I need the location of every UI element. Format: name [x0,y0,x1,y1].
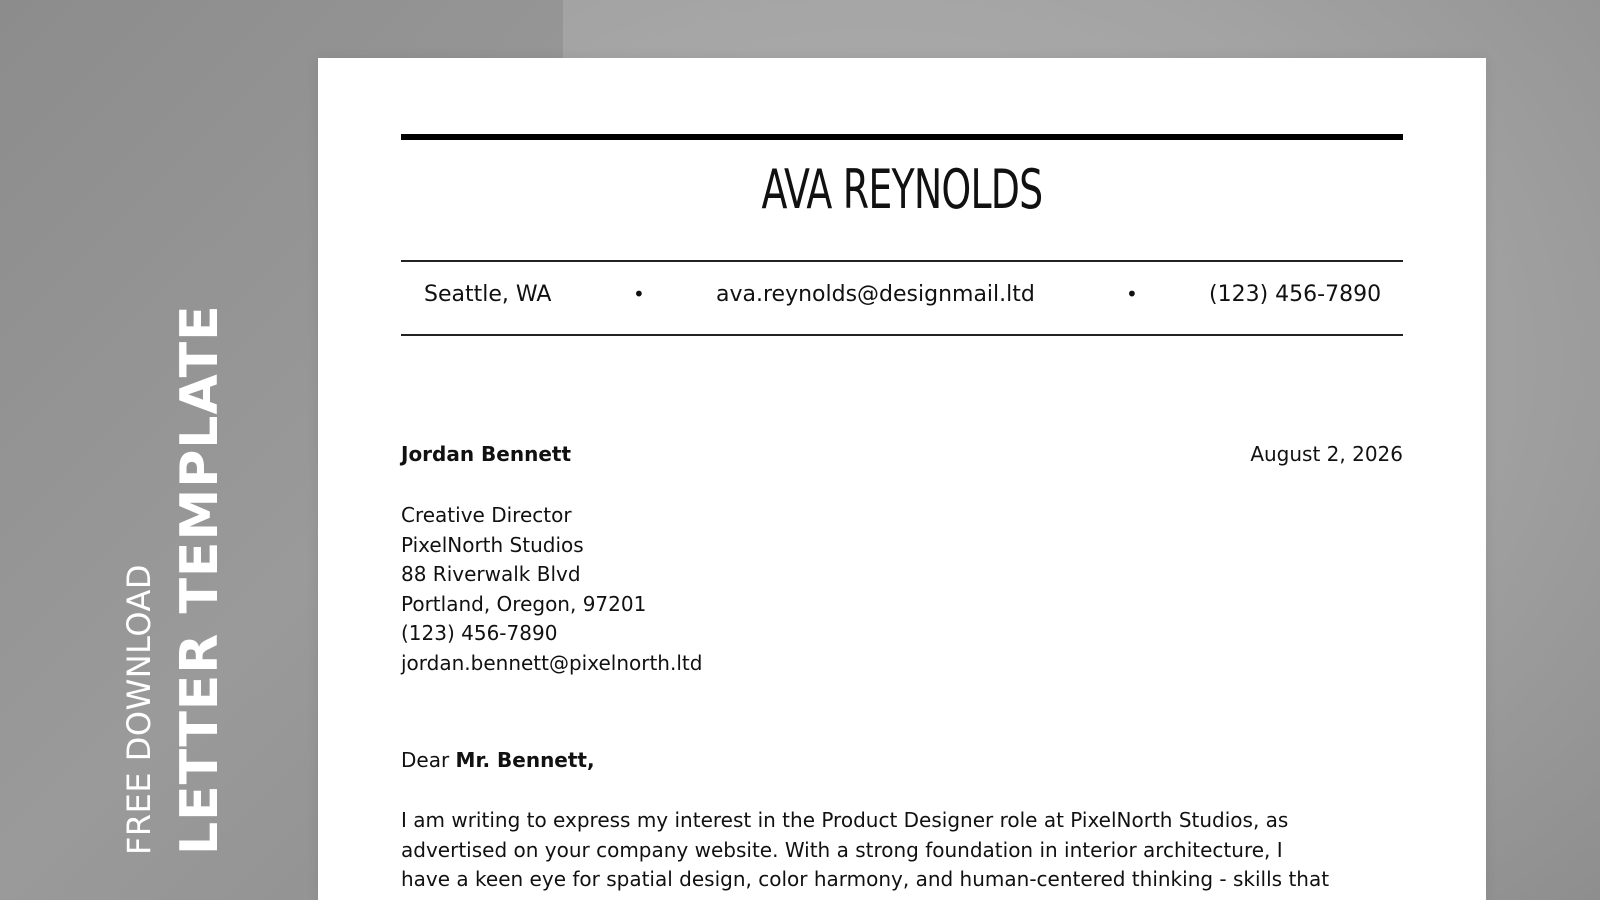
salutation [401,748,595,772]
contact-separator: • [633,282,645,306]
letter-date: August 2, 2026 [1250,442,1403,466]
side-subtitle: FREE DOWNLOAD [120,564,158,855]
letter-page [318,58,1486,900]
address-line: Portland, Oregon, 97201 [401,591,647,616]
contact-email: ava.reynolds@designmail.ltd [716,282,1035,307]
header-thick-rule [401,134,1403,140]
contact-location: Seattle, WA [424,282,552,307]
address-line: (123) 456-7890 [401,621,558,646]
body-line: advertised on your company website. With a strong foundation in interior architecture, I [401,837,1283,862]
contact-phone: (123) 456-7890 [1209,282,1382,307]
address-line: 88 Riverwalk Blvd [401,562,581,587]
body-line: I am writing to express my interest in the Product Designer role at PixelNorth Studios, as [401,808,1289,832]
recipient-address [401,501,702,679]
contact-separator: • [1126,282,1138,306]
recipient-name: Jordan Bennett [401,442,572,466]
salutation-name: Mr. Bennett, [455,748,595,772]
address-line: jordan.bennett@pixelnorth.ltd [401,650,703,675]
body-line: have a keen eye for spatial design, color harmony, and human-centered thinking - skills that [401,867,1330,892]
sender-name: AVA REYNOLDS [761,158,1043,221]
side-title: LETTER TEMPLATE [170,304,230,855]
letter-body [401,806,1403,895]
address-line: PixelNorth Studios [401,532,584,557]
address-line: Creative Director [401,503,572,527]
header-rule-top [401,260,1403,262]
header-rule-bottom [401,334,1403,336]
salutation-prefix: Dear [401,748,450,772]
